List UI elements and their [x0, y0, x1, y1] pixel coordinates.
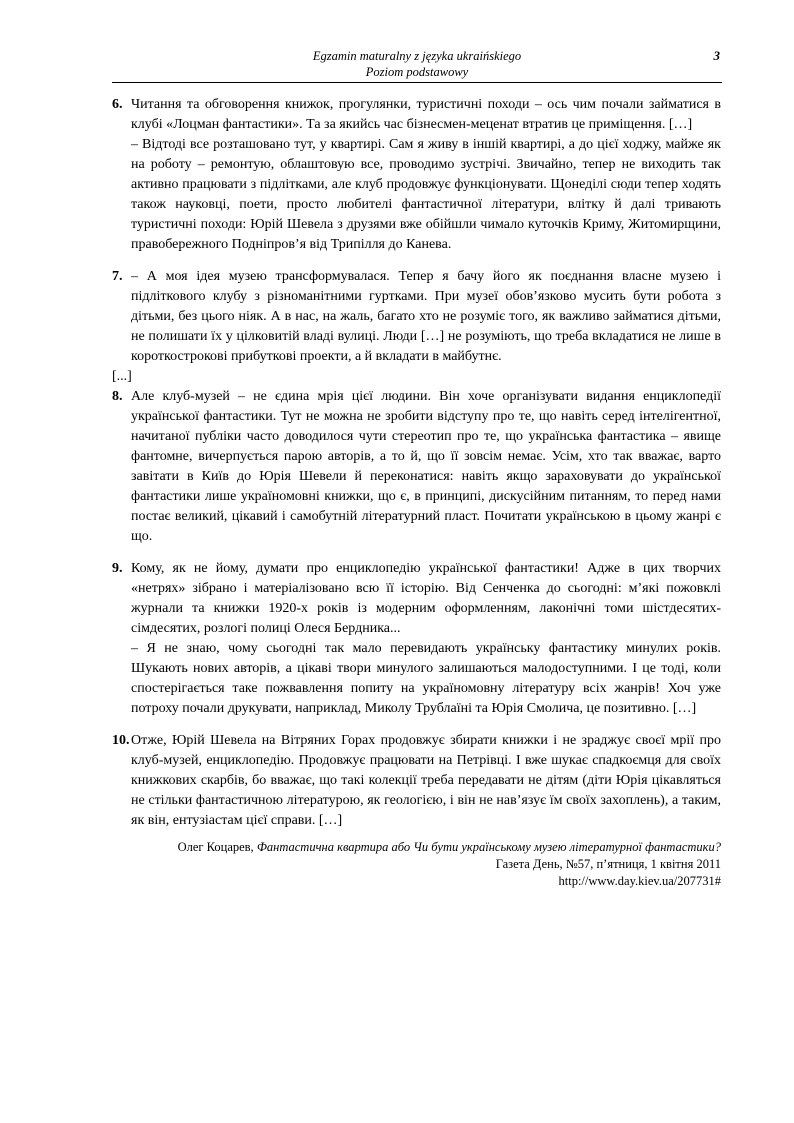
source-author: Олег Коцарев, — [177, 840, 257, 854]
paragraph-text: – А моя ідея музею трансформувалася. Тепер я бачу його як поєднання власне музею і підліткового клубу з різноманітними гуртками. При музеї обов’язково мусить бути робота з дітьми, без цього ніяк. А в нас, на жаль, багато хто не розуміє того, як важливо займатися дітьми, не полишати їх у цілковитій владі вулиці. Люди […] не розуміють, що треба вкладатися не лише в короткострокові прибуткові проекти, а й вкладати в майбутнє. — [131, 269, 721, 364]
page-number: 3 — [713, 48, 720, 63]
paragraph-text: Але клуб-музей – не єдина мрія цієї людини. Він хоче організувати видання енциклопедії української фантастики. Тут не можна не зробити відступу про те, що навіть серед інтелігентної, начитаної публіки часто доводилося чути стереотип про те, що українська фантастика – явище фантомне, вичерпується парою авторів, а то й, що її зовсім немає. Усім, хто так вважає, варто завітати в Київ до Юрія Шевели й переконатися: навіть якщо зараховувати до української фантастики лише україномовні книжки, що є, в принципі, дискусійним питанням, то перед нами постає великий, цікавий і самобутній літературний пласт. Почитати українською в цьому жанрі є що. — [131, 389, 721, 544]
paragraph-number: 6. — [112, 97, 123, 112]
omission-mark: [...] — [112, 369, 132, 384]
paragraph-number: 9. — [112, 561, 123, 576]
source-title: Фантастична квартира або Чи бути українському музею літературної фантастики? — [256, 840, 721, 854]
paragraph-number: 8. — [112, 389, 123, 404]
source-url: http://www.day.kiev.ua/207731# — [558, 874, 721, 888]
paragraph-text: – Відтоді все розташовано тут, у квартирі. Сам я живу в іншій квартирі, а до цієї ходжу, майже як на роботу – ремонтую, облаштовую все, проводимо зустрічі. Звичайно, тепер не виходить так активно працювати з підлітками, але клуб продовжує функціонувати. Щонеділі сюди тепер ходять також науковці, поети, просто любителі фантастичної літератури, влітку й далі тривають туристичні походи: Юрій Шевела з друзями вже обійшли чимало куточків Криму, Житомирщини, правобережного Подніпров’я від Трипілля до Канева. — [131, 137, 721, 252]
source-newspaper: Газета День, №57, п’ятниця, 1 квітня 2011 — [495, 857, 721, 871]
paragraph-10 — [112, 731, 721, 831]
paragraph-6 — [112, 95, 721, 255]
exam-level: Poziom podstawowy — [365, 65, 469, 79]
paragraph-number: 10. — [112, 733, 130, 748]
paragraph-text: Читання та обговорення книжок, прогулянки, туристичні походи – ось чим почали займатися в клубі «Лоцман фантастики». Та за якийсь час бізнесмен-меценат втратив це приміщення. […] — [131, 97, 721, 132]
paragraph-text: – Я не знаю, чому сьогодні так мало перевидають українську фантастику минулих років. Шукають нових авторів, а цікаві твори минулого залишаються малодоступними. І це тоді, коли спостерігається таке пожвавлення попиту на україномовну літературу всіх жанрів! Хоч уже потроху почали друкувати, наприклад, Миколу Трублаїні та Юрія Смолича, це позитивно. […] — [131, 641, 721, 716]
paragraph-9 — [112, 559, 721, 719]
paragraph-7 — [112, 267, 721, 367]
paragraph-8 — [112, 387, 721, 547]
paragraph-text: Отже, Юрій Шевела на Вітряних Горах продовжує збирати книжки і не зраджує своєї мрії про клуб-музей, енциклопедію. Продовжує працювати на Петрівці. І вже шукає спадкоємця для своїх книжкових скарбів, бо вважає, що такі колекції треба передавати не дітям (діти Юрія цікавляться не стільки фантастичною літературою, як геологією, і він не нав’язує їм своїх захоплень), а таким, як він, ентузіастам цієї справи. […] — [131, 733, 721, 828]
paragraph-text: Кому, як не йому, думати про енциклопедію української фантастики! Адже в цих творчих «нетрях» зібрано і матеріалізовано всю її історію. Від Сенченка до сьогодні: м’які пожовклі журнали та книжки 1920-х років із модерним оформленням, лаконічні томи шістдесятих-сімдесятих, розлогі полиці Олеся Бердника... — [131, 561, 721, 636]
article-body — [112, 95, 721, 890]
exam-title: Egzamin maturalny z języka ukraińskiego — [312, 49, 522, 63]
page-header — [112, 48, 722, 83]
paragraph-number: 7. — [112, 269, 123, 284]
source-citation — [112, 839, 721, 890]
